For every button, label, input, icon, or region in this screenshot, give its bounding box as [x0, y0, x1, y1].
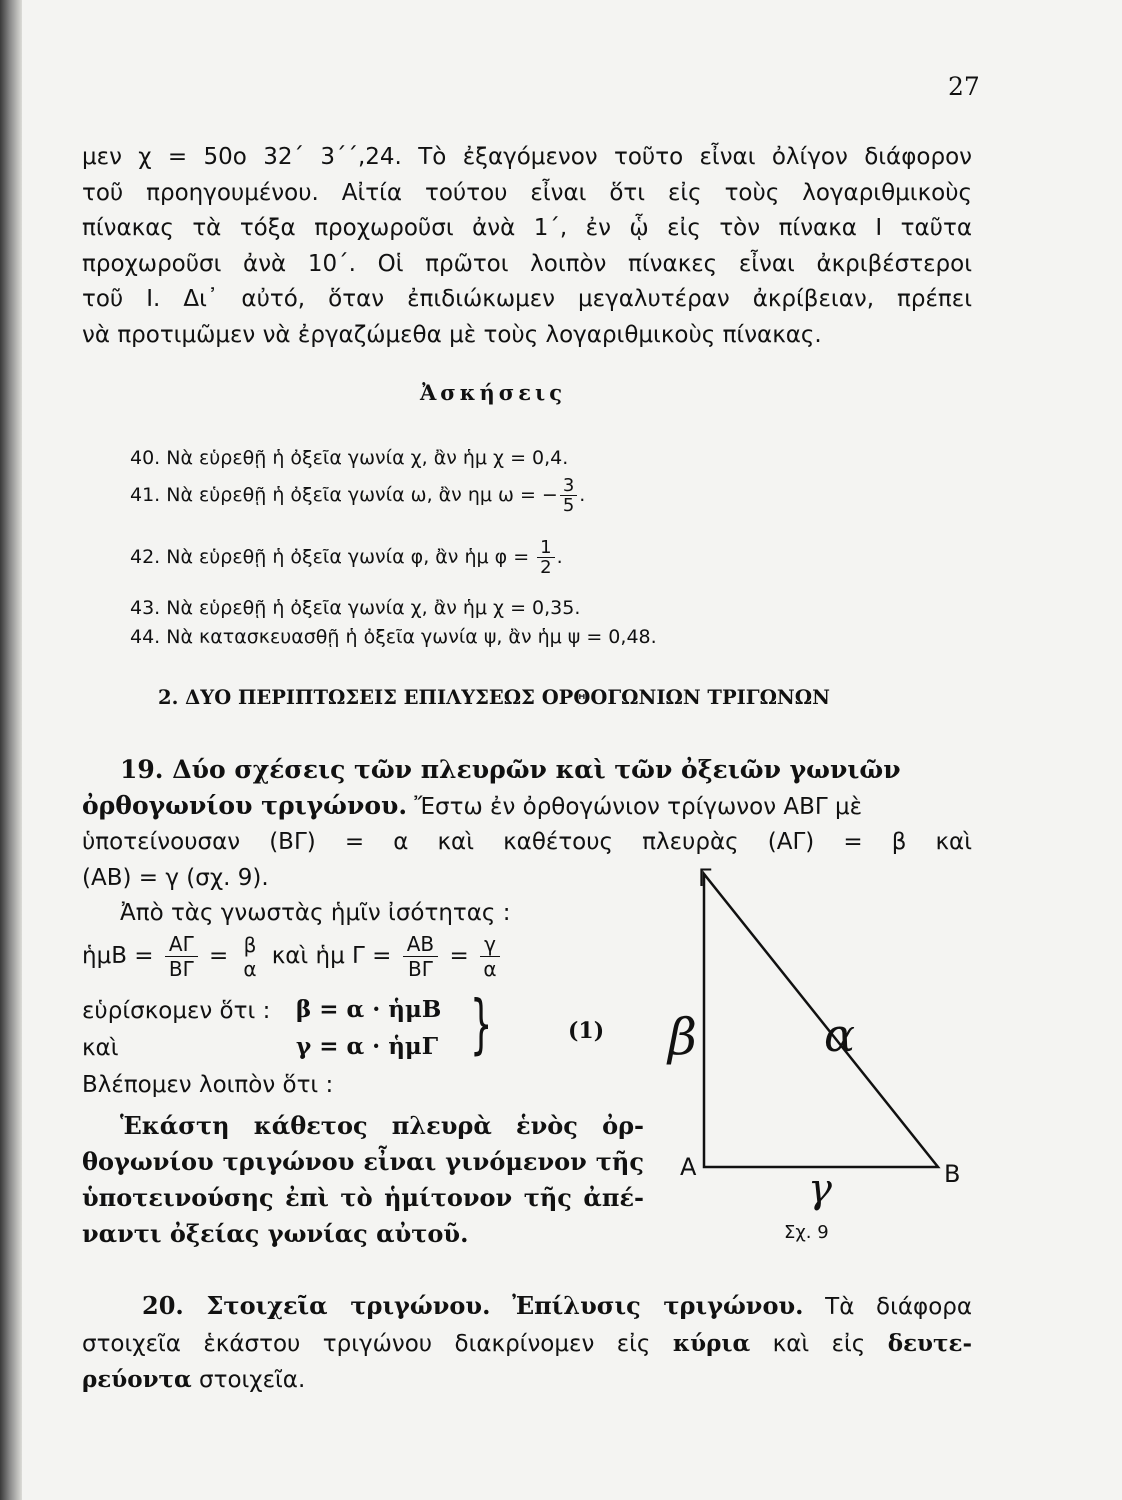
minus-sign: − — [541, 484, 558, 506]
text-line: προχωροῦσι ἀνὰ 10΄. Οἱ πρῶτοι λοιπὸν πίνακες εἶναι ἀκριβέστεροι — [82, 250, 972, 277]
text-run: Ἔστω ἐν ὀρθογώνιον τρίγωνον ΑΒΓ μὲ — [407, 793, 863, 820]
article-20 — [82, 1288, 972, 1399]
denominator: α — [483, 957, 497, 981]
result-line-2: καὶ — [82, 1035, 119, 1061]
formula-text: ἡμΒ = — [82, 943, 154, 969]
formula-text: καὶ ἡμ Γ = — [271, 943, 392, 969]
vertex-label-g: Γ — [698, 864, 712, 892]
fraction-g-a — [480, 932, 500, 981]
term-deuterevonta-cont: ρεύοντα — [82, 1366, 192, 1393]
theorem-line: Ἑκάστη κάθετος πλευρὰ ἑνὸς ὀρ- — [120, 1111, 644, 1140]
text-line — [82, 1326, 972, 1363]
numerator: β — [243, 932, 257, 957]
text-line: τοῦ Ι. Δι᾽ αὐτό, ὅταν ἐπιδιώκωμεν μεγαλυτέραν ἀκρίβειαν, πρέπει — [82, 286, 972, 312]
text-line: νὰ προτιμῶμεν νὰ ἐργαζώμεθα μὲ τοὺς λογαριθμικοὺς πίνακας. — [82, 321, 822, 348]
text-run: στοιχεῖα ἑκάστου τριγώνου διακρίνομεν εἰς — [82, 1330, 651, 1357]
denominator: α — [243, 956, 257, 981]
article-20-subtitle: Ἐπίλυσις τριγώνου. — [512, 1291, 804, 1320]
fraction-3-5 — [560, 476, 577, 515]
exercise-43: 43. Νὰ εὑρεθῇ ἡ ὀξεῖα γωνία χ, ἂν ἡμ χ = 0,35. — [130, 597, 581, 619]
exercise-41-text: 41. Νὰ εὑρεθῇ ἡ ὀξεῖα γωνία ω, ἂν ημ ω = — [130, 484, 536, 506]
right-triangle — [704, 874, 938, 1167]
formula-text: = — [209, 943, 229, 969]
term-deuterevonta: δευτε- — [887, 1329, 973, 1357]
equation-number: (1) — [568, 1018, 605, 1044]
text-line: μεν χ = 50ο 32΄ 3΄΄,24. Τὸ ἐξαγόμενον τοῦτο εἶναι ὀλίγον διάφορον — [82, 144, 972, 170]
right-brace: } — [470, 988, 493, 1062]
side-label-gamma: γ — [808, 1166, 832, 1212]
numerator: ΑΓ — [165, 932, 198, 957]
text-line — [82, 1362, 972, 1399]
denominator: 2 — [540, 557, 552, 578]
result-formula-1: β = α · ἡμΒ — [296, 996, 442, 1023]
text-line — [82, 788, 972, 826]
text-line: (ΑΒ) = γ (σχ. 9). — [82, 864, 269, 891]
exercise-42: 42. Νὰ εὑρεθῇ ἡ ὀξεῖα γωνία φ, ἂν ἡμ φ = $\frac{1}{2}$ . — [130, 537, 563, 578]
section-2-title: 2. ΔΥΟ ΠΕΡΙΠΤΩΣΕΙΣ ΕΠΙΛΥΣΕΩΣ ΟΡΘΟΓΩΝΙΩΝ ΤΡΙΓΩΝΩΝ — [158, 686, 830, 709]
fraction-AG-BG — [165, 932, 198, 981]
vertex-label-a: Α — [680, 1153, 697, 1181]
denominator: 5 — [562, 495, 575, 516]
numerator: 1 — [537, 538, 554, 558]
fraction-AB-BG — [403, 932, 438, 981]
denominator: ΒΓ — [408, 957, 433, 981]
text-line: πίνακας τὰ τόξα προχωροῦσι ἀνὰ 1΄, ἐν ᾧ εἰς τὸν πίνακα Ι ταῦτα — [82, 215, 972, 241]
formula-text: = — [449, 943, 469, 969]
fraction-1-2 — [537, 538, 554, 577]
page-gutter-shadow — [0, 0, 22, 1500]
formula-text: εὑρίσκομεν ὅτι : — [82, 998, 271, 1024]
result-formula-2: γ = α · ἡμΓ — [296, 1033, 439, 1060]
result-line-1 — [82, 998, 270, 1024]
vertex-label-b: Β — [944, 1160, 961, 1188]
term-kyria: κύρια — [672, 1329, 751, 1357]
text-line: Βλέπομεν λοιπὸν ὅτι : — [82, 1072, 334, 1098]
denominator: ΒΓ — [168, 957, 194, 981]
text-run: στοιχεῖα. — [199, 1367, 306, 1393]
text-line: τοῦ προηγουμένου. Αἰτία τούτου εἶναι ὅτι εἰς τοὺς λογαριθμικοὺς — [82, 179, 972, 206]
exercise-41: 41. Νὰ εὑρεθῇ ἡ ὀξεῖα γωνία ω, ἂν ημ ω = − $\frac{3}{5}$ . — [130, 475, 586, 516]
text-line: Ἀπὸ τὰς γνωστὰς ἡμῖν ἰσότητας : — [120, 900, 511, 926]
figure-caption: Σχ. 9 — [784, 1222, 829, 1243]
theorem-line: ὑποτεινούσης ἐπὶ τὸ ἡμίτονον τῆς ἀπέ- — [82, 1183, 644, 1212]
side-label-beta: β — [668, 1008, 697, 1066]
exercise-44: 44. Νὰ κατασκευασθῇ ἡ ὀξεῖα γωνία ψ, ἂν ἡμ ψ = 0,48. — [130, 626, 657, 648]
numerator: γ — [480, 932, 500, 957]
article-20-title: 20. Στοιχεῖα τριγώνου. — [142, 1291, 491, 1320]
text-run: Τὰ διάφορα — [825, 1294, 973, 1320]
numerator: 3 — [560, 476, 577, 496]
article-19-title: 19. Δύο σχέσεις τῶν πλευρῶν καὶ τῶν ὀξειῶν γωνιῶν — [120, 755, 901, 784]
side-label-alpha: α — [824, 1008, 856, 1062]
theorem-line: θογωνίου τριγώνου εἶναι γινόμενον τῆς — [82, 1147, 644, 1176]
article-19-title-cont: ὀρθογωνίου τριγώνου. — [82, 790, 408, 820]
theorem-statement — [82, 1108, 644, 1252]
intro-paragraph — [82, 140, 972, 353]
sine-formulas — [82, 932, 504, 981]
text-line — [82, 1288, 972, 1326]
page-number: 27 — [948, 72, 980, 101]
exercise-40: 40. Νὰ εὑρεθῇ ἡ ὀξεῖα γωνία χ, ἂν ἡμ χ = 0,4. — [130, 447, 569, 469]
exercise-42-text: 42. Νὰ εὑρεθῇ ἡ ὀξεῖα γωνία φ, ἂν ἡμ φ = — [130, 546, 530, 568]
text-line: ὑποτείνουσαν (ΒΓ) = α καὶ καθέτους πλευρὰς (ΑΓ) = β καὶ — [82, 829, 972, 855]
theorem-line: ναντι ὀξείας γωνίας αὐτοῦ. — [82, 1219, 469, 1248]
exercises-heading: Ἀσκήσεις — [420, 380, 566, 405]
fraction-b-a — [240, 933, 261, 981]
numerator: ΑΒ — [403, 932, 438, 957]
text-run: καὶ εἰς — [772, 1330, 866, 1357]
